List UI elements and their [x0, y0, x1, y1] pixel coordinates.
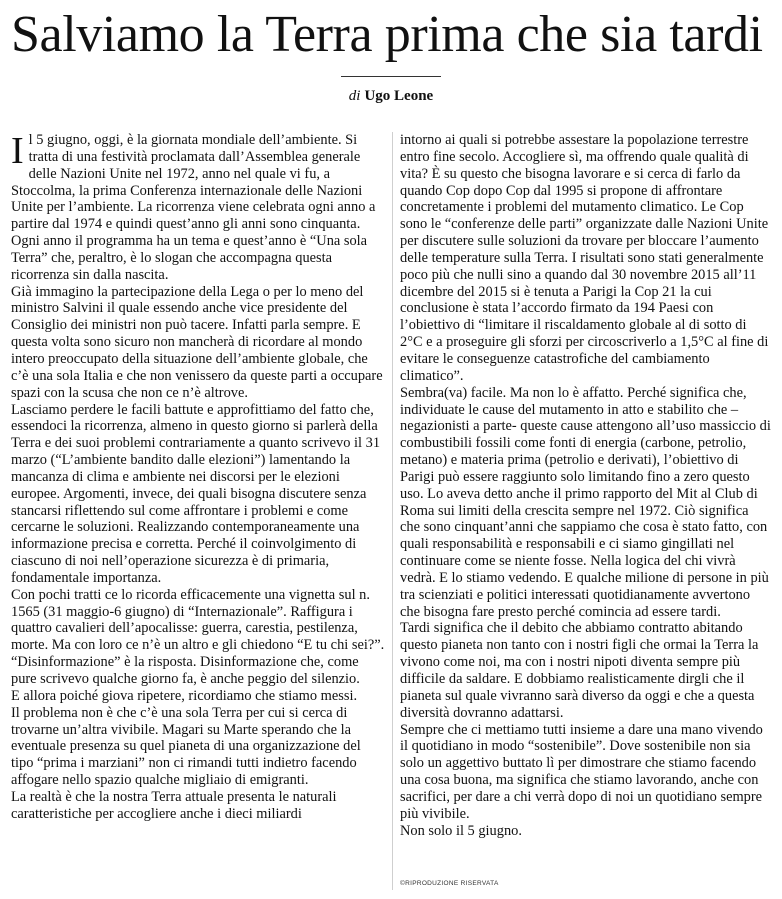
paragraph: Il problema non è che c’è una sola Terra per cui si cerca di trovarne un’altra vivibile. Magari su Marte sperando che la eventuale presenza su quel pianeta di una organizzazione del tipo “prima i marziani” non ci rimandi tutti indietro facendo affogare nello spazio qualche migliaio di emigranti.	[11, 704, 361, 789]
byline-divider	[341, 76, 441, 77]
paragraph	[11, 132, 385, 284]
left-text-column	[11, 132, 385, 823]
byline-prefix: di	[348, 88, 361, 104]
paragraph: Già immagino la partecipazione della Lega o per lo meno del ministro Salvini il quale essendo anche vice presidente del Consiglio dei ministri non può tacere. Infatti parla sempre. E questa volta sono sicuro non mancherà di ricordare al mondo intero preoccupato della situazione dell’ambiente globale, che c’è una sola Italia e che non venissero da queste parti a occupare spazi con la scusa che non ce n’è altrove.	[11, 283, 383, 401]
paragraph: Non solo il 5 giugno.	[400, 822, 522, 839]
right-text-column	[400, 132, 772, 839]
paragraph: La realtà è che la nostra Terra attuale presenta le naturali caratteristiche per accogliere anche i dieci miliardi	[11, 788, 337, 822]
paragraph: intorno ai quali si potrebbe assestare la popolazione terrestre entro fine secolo. Accogliere sì, ma offrendo quale qualità di vita? È su questo che bisogna lavorare e si cerca di farlo da quando Cop dopo Cop dal 1995 si propone di affrontare concretamente i problemi del mutamento climatico. Le Cop sono le “conferenze delle parti” organizzate dalle Nazioni Unite per discutere sulle soluzioni da trovare per bloccare l’aumento delle temperature sulla Terra. I risultati sono stati generalmente poco più che nulli sino a quando dal 30 novembre 2015 all’11 dicembre del 2015 si è tenuta a Parigi la Cop 21 la cui conclusione è stata l’accordo firmato da 194 Paesi con l’obiettivo di “limitare il riscaldamento globale al di sotto di 2°C e a proseguire gli sforzi per circoscriverlo a 1,5°C al fine di evitare le conseguenze catastrofiche del cambiamento climatico”.	[400, 132, 769, 384]
article-headline: Salviamo la Terra prima che sia tardi	[11, 6, 763, 63]
paragraph: E allora poiché giova ripetere, ricordiamo che stiamo messi.	[11, 687, 358, 704]
article-byline	[0, 87, 782, 105]
drop-cap: I	[11, 130, 24, 172]
author-name: Ugo Leone	[364, 88, 434, 104]
paragraph: Con pochi tratti ce lo ricorda efficacemente una vignetta sul n. 1565 (31 maggio-6 giugno) di “Internazionale”. Raffigura i quattro cavalieri dell’apocalisse: guerra, carestia, pestilenza, morte. Ma con loro ce n’è un altro e gli chiedono “E tu chi sei?”. “Disinformazione” è la risposta. Disinformazione che, come pure scrivevo qualche giorno fa, è anche peggio del silenzio.	[11, 586, 385, 687]
column-divider	[392, 132, 393, 890]
copyright-notice: ©RIPRODUZIONE RISERVATA	[400, 880, 499, 887]
paragraph: Sempre che ci mettiamo tutti insieme a dare una mano vivendo il quotidiano in modo “sostenibile”. Dove sostenibile non sia solo un aggettivo buttato lì per dimostrare che stiamo facendo una cosa buona, ma significa che stiamo lavorando, anche con sacrifici, per dare a chi verrà dopo di noi un quotidiano sempre più vivibile.	[400, 721, 763, 822]
paragraph: Sembra(va) facile. Ma non lo è affatto. Perché significa che, individuate le cause del mutamento in atto e stabilito che –negazionisti a parte- queste cause attengono all’uso massiccio di combustibili fossili come fonti di energia (carbone, petrolio, metano) e materia prima (petrolio e derivati), l’obiettivo di Parigi può essere raggiunto solo limitando fino a zero questo uso. Lo aveva detto anche il primo rapporto del Mit al Club di Roma sui limiti della crescita sempre nel 1972. Ciò significa che sono cinquant’anni che sappiamo che cosa è stato fatto, con quali responsabilità e responsabili e ci siamo gingillati nel continuare come se niente fosse. Nella logica del chi vivrà vedrà. E lo stiamo vedendo. E qualche milione di persone in più tra scienziati e politici interessati quotidianamente avvertono che bisogna fare presto perché comincia ad essere tardi.	[400, 384, 771, 620]
paragraph-text: l 5 giugno, oggi, è la giornata mondiale dell’ambiente. Si tratta di una festività proclamata dall’Assemblea generale delle Nazioni Unite nel 1972, anno nel quale vi fu, a Stoccolma, la prima Conferenza internazionale delle Nazioni Unite per l’ambiente. La ricorrenza viene celebrata ogni anno a partire dal 1974 e quindi quest’anno gli anni sono cinquanta. Ogni anno il programma ha un tema e quest’anno è “Una sola Terra” che, peraltro, è lo slogan che accompagna questa ricorrenza sin dalla nascita.	[11, 132, 376, 283]
paragraph: Tardi significa che il debito che abbiamo contratto abitando questo pianeta non tanto con i nostri figli che ormai la Terra la vivono come noi, ma con i nostri nipoti diventa sempre più difficile da saldare. E dobbiamo realisticamente dirgli che il pianeta sul quale vivranno sarà diverso da oggi e che a questa diversità dovranno adattarsi.	[400, 620, 759, 721]
paragraph: Lasciamo perdere le facili battute e approfittiamo del fatto che, essendoci la ricorrenza, almeno in questo giorno si parlerà della Terra e dei suoi problemi contrariamente a quanto scrivevo il 31 marzo (“L’ambiente bandito dalle elezioni”) lamentando la mancanza di clima e ambiente nei discorsi per le elezioni europee. Argomenti, invece, dei quali bisogna discutere senza stancarsi riflettendo sul come affrontare i problemi e come cercarne le soluzioni. Realizzando contemporaneamente una informazione precisa e corretta. Perché il coinvolgimento di ciascuno di noi nell’operazione sicurezza è di primaria, fondamentale importanza.	[11, 401, 381, 586]
